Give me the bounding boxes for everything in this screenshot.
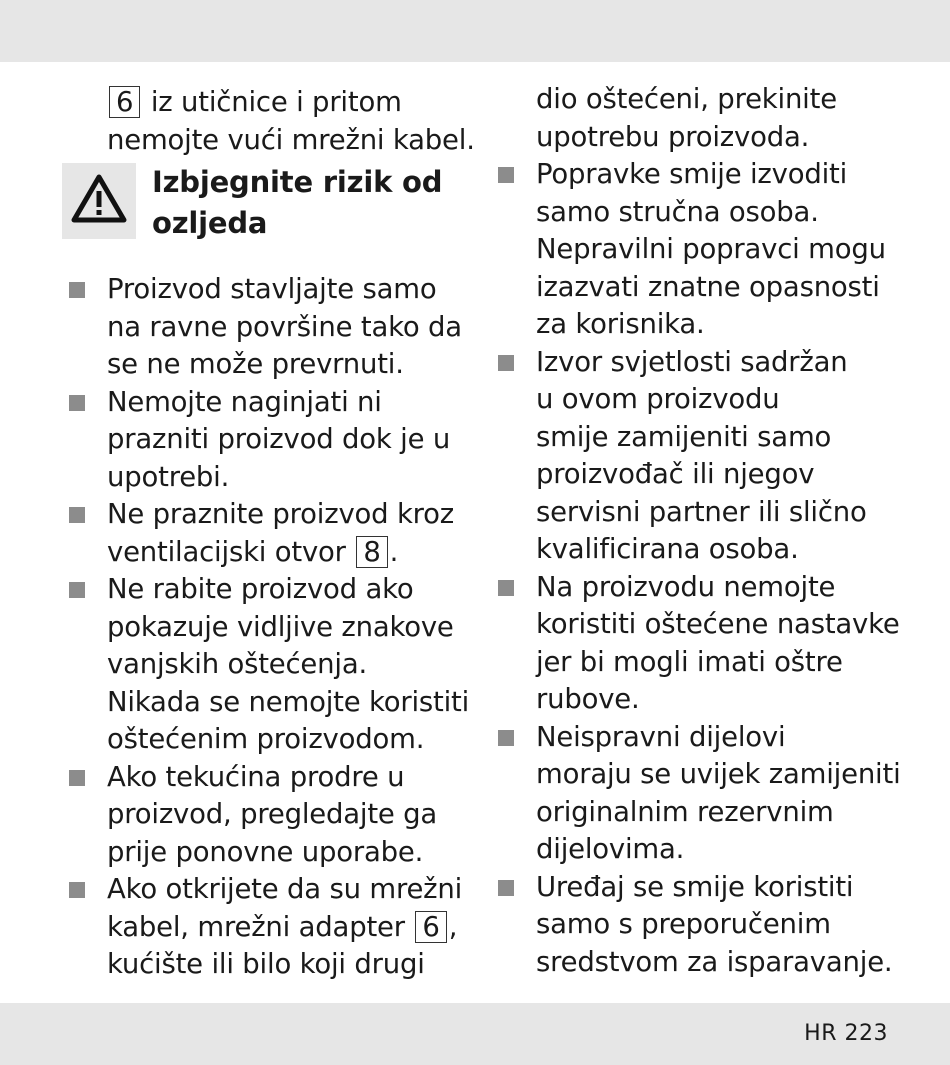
list-item: Na proizvodu nemojte koristiti oštećene nastavke jer bi mogli imati oštre rubove.: [495, 569, 915, 719]
warning-title: Izbjegnite rizik od ozljeda: [152, 165, 443, 240]
list-item: Popravke smije izvoditi samo stručna osoba. Nepravilni popravci mogu izazvati znatne opasnosti za korisnika.: [495, 156, 915, 344]
list-item: Neispravni dijelovi moraju se uvijek zamijeniti originalnim rezervnim dijelovima.: [495, 719, 915, 869]
list-item: Ne rabite proizvod ako pokazuje vidljive znakove vanjskih oštećenja. Nikada se nemojte koristiti oštećenim proizvodom.: [66, 571, 476, 759]
square-bullet-icon: [498, 355, 514, 371]
list-item: Uređaj se smije koristiti samo s preporučenim sredstvom za isparavanje.: [495, 869, 915, 982]
list-item: Izvor svjetlosti sadržan u ovom proizvodu smije zamijeniti samo proizvođač ili njegov servisni partner ili slično kvalificirana osoba.: [495, 344, 915, 569]
page-number: HR 223: [804, 1021, 888, 1046]
square-bullet-icon: [69, 395, 85, 411]
square-bullet-icon: [498, 730, 514, 746]
square-bullet-icon: [69, 770, 85, 786]
intro-line-1: 6 iz utičnice i pritom: [66, 84, 476, 122]
square-bullet-icon: [69, 507, 85, 523]
left-column: [66, 84, 476, 984]
ref-box-6: 6: [415, 911, 446, 943]
right-column: [495, 81, 915, 981]
ref-box-8: 8: [356, 536, 387, 568]
list-item: Nemojte naginjati ni prazniti proizvod dok je u upotrebi.: [66, 384, 476, 497]
list-item: Ako otkrijete da su mrežni kabel, mrežni adapter 6 , kućište ili bilo koji drugi: [66, 871, 476, 984]
square-bullet-icon: [498, 580, 514, 596]
square-bullet-icon: [69, 282, 85, 298]
square-bullet-icon: [69, 582, 85, 598]
list-item: Ne praznite proizvod kroz ventilacijski otvor 8 .: [66, 496, 476, 571]
square-bullet-icon: [498, 880, 514, 896]
square-bullet-icon: [69, 882, 85, 898]
continuation-line: dio oštećeni, prekinite: [536, 83, 837, 115]
list-item: Ako tekućina prodre u proizvod, pregledajte ga prije ponovne uporabe.: [66, 759, 476, 872]
square-bullet-icon: [498, 167, 514, 183]
warning-triangle-icon: [70, 173, 128, 225]
warning-box: [62, 163, 136, 239]
list-item: Proizvod stavljajte samo na ravne površine tako da se ne može prevrnuti.: [66, 271, 476, 384]
ref-box-6: 6: [109, 86, 140, 118]
top-bar: [0, 0, 950, 62]
warning-heading: [66, 165, 476, 255]
intro-line-2: nemojte vući mrežni kabel.: [107, 123, 475, 156]
continuation-line: upotrebu proizvoda.: [536, 120, 810, 153]
